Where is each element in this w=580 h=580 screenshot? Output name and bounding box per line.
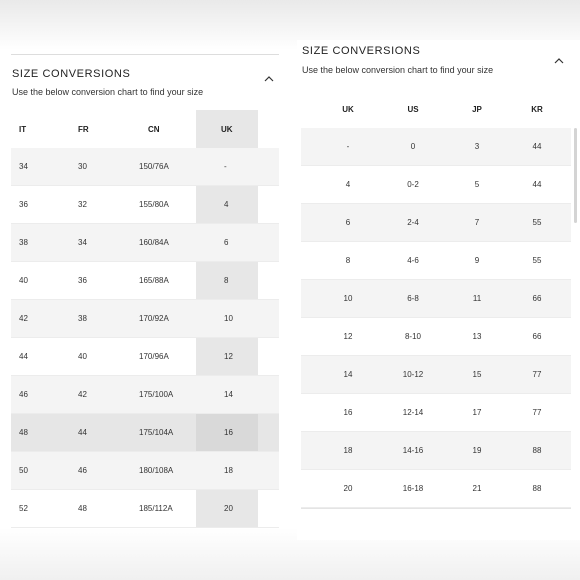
cell-it: 42 — [19, 314, 28, 323]
table-row — [11, 452, 279, 490]
table-row — [11, 490, 279, 528]
header-us: US — [407, 105, 419, 114]
header-jp: JP — [472, 105, 482, 114]
cell-fr: 42 — [78, 390, 87, 399]
table-row — [11, 414, 279, 452]
table-row — [301, 204, 571, 242]
table-row — [301, 356, 571, 394]
panel-subtitle: Use the below conversion chart to find your size — [302, 65, 494, 75]
cell-fr: 34 — [78, 238, 87, 247]
cell-uk: 10 — [224, 314, 233, 323]
cell-us: 0-2 — [407, 180, 419, 189]
cell-uk: 4 — [224, 200, 229, 209]
header-uk: UK — [342, 105, 354, 114]
cell-jp: 5 — [474, 180, 480, 189]
cell-jp: 19 — [472, 446, 482, 455]
cell-uk: 18 — [343, 446, 353, 455]
cell-uk: 16 — [343, 408, 353, 417]
header-cn: CN — [148, 125, 160, 134]
table-row — [301, 394, 571, 432]
panel-subtitle: Use the below conversion chart to find your size — [12, 87, 204, 97]
table-row — [301, 318, 571, 356]
cell-cn: 165/88A — [139, 276, 169, 285]
cell-uk: 18 — [224, 466, 233, 475]
cell-uk: 4 — [345, 180, 351, 189]
cell-uk: 16 — [224, 428, 233, 437]
cell-fr: 46 — [78, 466, 87, 475]
cell-uk: 20 — [224, 504, 233, 513]
cell-us: 16-18 — [402, 484, 424, 493]
cell-fr: 36 — [78, 276, 87, 285]
cell-jp: 21 — [472, 484, 482, 493]
table-row — [11, 262, 279, 300]
cell-uk: 20 — [343, 484, 353, 493]
cell-jp: 13 — [472, 332, 482, 341]
table-row — [11, 224, 279, 262]
size-table-right — [301, 128, 571, 508]
cell-us: 14-16 — [402, 446, 424, 455]
table-row — [11, 376, 279, 414]
table-row — [11, 186, 279, 224]
panel-title: SIZE CONVERSIONS — [302, 45, 421, 57]
cell-it: 38 — [19, 238, 28, 247]
table-header — [11, 110, 279, 148]
cell-cn: 175/104A — [139, 428, 174, 437]
table-row — [11, 300, 279, 338]
row-divider — [11, 527, 279, 528]
size-conversions-panel-left — [11, 52, 279, 528]
cell-kr: 77 — [532, 408, 542, 417]
cell-cn: 175/100A — [139, 390, 174, 399]
chevron-up-icon[interactable] — [263, 74, 275, 84]
table-row — [301, 128, 571, 166]
cell-it: 52 — [19, 504, 28, 513]
cell-kr: 77 — [532, 370, 542, 379]
scrollbar[interactable] — [574, 128, 577, 223]
cell-jp: 9 — [474, 256, 480, 265]
cell-uk: - — [346, 142, 350, 151]
cell-uk: 8 — [345, 256, 351, 265]
cell-jp: 3 — [474, 142, 480, 151]
cell-it: 46 — [19, 390, 28, 399]
table-header — [301, 90, 571, 128]
cell-fr: 44 — [78, 428, 87, 437]
cell-it: 50 — [19, 466, 28, 475]
table-row — [301, 280, 571, 318]
cell-fr: 40 — [78, 352, 87, 361]
cell-fr: 30 — [78, 162, 87, 171]
header-uk: UK — [221, 125, 233, 134]
table-row — [301, 242, 571, 280]
cell-cn: 170/96A — [139, 352, 169, 361]
table-row — [301, 166, 571, 204]
header-kr: KR — [531, 105, 543, 114]
cell-uk: 14 — [343, 370, 353, 379]
cell-fr: 48 — [78, 504, 87, 513]
chevron-up-icon[interactable] — [553, 56, 565, 66]
cell-us: 12-14 — [402, 408, 424, 417]
cell-us: 4-6 — [407, 256, 419, 265]
cell-us: 8-10 — [404, 332, 421, 341]
cell-kr: 88 — [532, 484, 542, 493]
cell-jp: 17 — [472, 408, 482, 417]
cell-kr: 55 — [532, 218, 542, 227]
cell-us: 10-12 — [402, 370, 424, 379]
header-fr: FR — [78, 125, 89, 134]
cell-uk: 12 — [343, 332, 353, 341]
cell-kr: 66 — [532, 332, 542, 341]
panel-title: SIZE CONVERSIONS — [12, 68, 131, 80]
cell-jp: 7 — [474, 218, 480, 227]
cell-kr: 44 — [532, 180, 542, 189]
cell-jp: 11 — [472, 294, 482, 303]
cell-cn: 160/84A — [139, 238, 169, 247]
cell-kr: 44 — [532, 142, 542, 151]
cell-kr: 55 — [532, 256, 542, 265]
cell-it: 40 — [19, 276, 28, 285]
cell-it: 34 — [19, 162, 28, 171]
cell-uk: 6 — [345, 218, 351, 227]
cell-uk: 6 — [224, 238, 229, 247]
size-conversions-panel-right — [297, 40, 580, 540]
cell-it: 44 — [19, 352, 28, 361]
cell-kr: 66 — [532, 294, 542, 303]
header-it: IT — [19, 125, 27, 134]
cell-it: 48 — [19, 428, 28, 437]
cell-jp: 15 — [472, 370, 482, 379]
cell-cn: 185/112A — [139, 504, 173, 513]
size-table-left — [11, 148, 279, 528]
cell-kr: 88 — [532, 446, 542, 455]
cell-us: 6-8 — [407, 294, 419, 303]
table-row — [301, 432, 571, 470]
cell-cn: 180/108A — [139, 466, 174, 475]
cell-uk: 10 — [343, 294, 353, 303]
cell-uk: - — [224, 162, 227, 171]
cell-fr: 38 — [78, 314, 87, 323]
cell-uk: 12 — [224, 352, 233, 361]
table-row — [301, 470, 571, 508]
cell-uk: 8 — [224, 276, 229, 285]
cell-uk: 14 — [224, 390, 233, 399]
divider — [11, 54, 279, 55]
cell-fr: 32 — [78, 200, 87, 209]
cell-cn: 155/80A — [139, 200, 169, 209]
table-row — [11, 148, 279, 186]
divider — [301, 508, 571, 509]
cell-us: 2-4 — [407, 218, 419, 227]
cell-us: 0 — [410, 142, 416, 151]
cell-it: 36 — [19, 200, 28, 209]
cell-cn: 150/76A — [139, 162, 169, 171]
table-row — [11, 338, 279, 376]
cell-cn: 170/92A — [139, 314, 169, 323]
